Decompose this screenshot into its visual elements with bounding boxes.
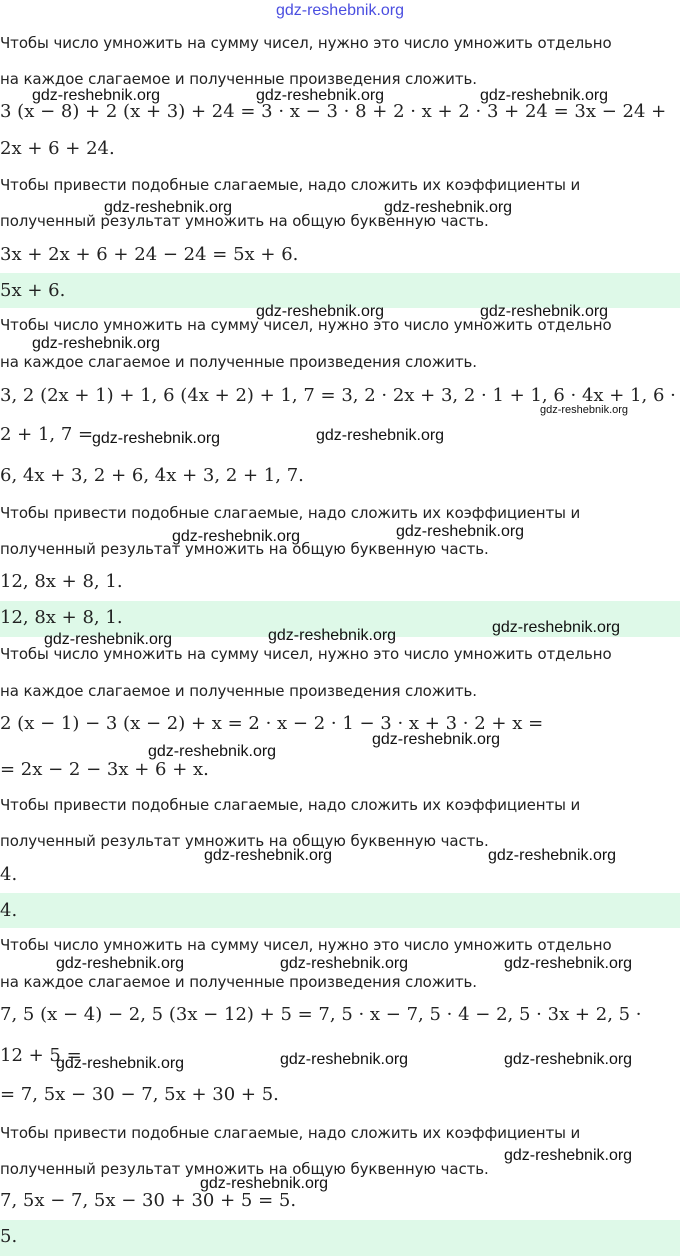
task1-expr1-line1: 3 (x − 8) + 2 (x + 3) + 24 = 3 · x − 3 · 8 + 2 · x + 2 · 3 + 24 = 3x − 24 + [0,101,667,122]
task3-rule2-line2: полученный результат умножить на общую буквенную часть. [0,832,489,850]
task3-rule2-line1: Чтобы привести подобные слагаемые, надо сложить их коэффициенты и [0,796,581,814]
task3-expr1-line2: = 2x − 2 − 3x + 6 + x. [0,759,209,780]
watermark: gdz-reshebnik.org [200,1175,329,1192]
task4-rule1-line1: Чтобы число умножить на сумму чисел, нужно это число умножить отдельно [0,936,612,954]
task3-rule1-line1: Чтобы число умножить на сумму чисел, нужно это число умножить отдельно [0,645,612,663]
watermark: gdz-reshebnik.org [504,1147,633,1164]
task3-answer-bar [0,893,680,928]
watermark: gdz-reshebnik.org [256,87,385,104]
task1-expr1-line2: 2x + 6 + 24. [0,138,115,159]
watermark: gdz-reshebnik.org [488,847,617,864]
watermark: gdz-reshebnik.org [480,87,609,104]
watermark: gdz-reshebnik.org [384,199,513,216]
watermark: gdz-reshebnik.org [268,627,397,644]
watermark: gdz-reshebnik.org [504,955,633,972]
task1-rule1-line2: на каждое слагаемое и полученные произведения сложить. [0,70,477,88]
task3-expr1-line1: 2 (x − 1) − 3 (x − 2) + x = 2 · x − 2 · 1 − 3 · x + 3 · 2 + x = [0,713,544,734]
watermark: gdz-reshebnik.org [396,523,525,540]
watermark: gdz-reshebnik.org [504,1051,633,1068]
watermark: gdz-reshebnik.org [32,335,161,352]
watermark: gdz-reshebnik.org [492,619,621,636]
task4-rule1-line2: на каждое слагаемое и полученные произведения сложить. [0,973,477,991]
task1-expr2: 3x + 2x + 6 + 24 − 24 = 5x + 6. [0,244,299,265]
watermark: gdz-reshebnik.org [172,528,301,545]
task4-expr1-line3: = 7, 5x − 30 − 7, 5x + 30 + 5. [0,1084,279,1105]
task1-rule2-line2: полученный результат умножить на общую буквенную часть. [0,212,489,230]
task4-expr1-line1: 7, 5 (x − 4) − 2, 5 (3x − 12) + 5 = 7, 5 · x − 7, 5 · 4 − 2, 5 · 3x + 2, 5 · [0,1004,642,1025]
task4-answer: 5. [0,1226,18,1247]
watermark: gdz-reshebnik.org [32,87,161,104]
task2-expr1-line3: 6, 4x + 3, 2 + 6, 4x + 3, 2 + 1, 7. [0,465,304,486]
task2-rule1-line1: Чтобы число умножить на сумму чисел, нужно это число умножить отдельно [0,316,612,334]
watermark-small: gdz-reshebnik.org [540,404,629,416]
task4-rule2-line2: полученный результат умножить на общую буквенную часть. [0,1160,489,1178]
task1-rule1-line1: Чтобы число умножить на сумму чисел, нужно это число умножить отдельно [0,34,612,52]
task2-rule1-line2: на каждое слагаемое и полученные произведения сложить. [0,353,477,371]
watermark: gdz-reshebnik.org [204,847,333,864]
watermark: gdz-reshebnik.org [256,303,385,320]
watermark: gdz-reshebnik.org [316,427,445,444]
watermark: gdz-reshebnik.org [104,199,233,216]
watermark: gdz-reshebnik.org [372,731,501,748]
watermark: gdz-reshebnik.org [480,303,609,320]
task3-expr2: 4. [0,864,18,885]
task4-answer-bar [0,1220,680,1256]
task2-expr1-line1: 3, 2 (2x + 1) + 1, 6 (4x + 2) + 1, 7 = 3, 2 · 2x + 3, 2 · 1 + 1, 6 · 4x + 1, 6 · [0,385,676,406]
watermark: gdz-reshebnik.org [92,430,221,447]
task4-rule2-line1: Чтобы привести подобные слагаемые, надо сложить их коэффициенты и [0,1124,581,1142]
task4-expr1-line2: 12 + 5 = [0,1045,82,1066]
task2-rule2-line1: Чтобы привести подобные слагаемые, надо сложить их коэффициенты и [0,504,581,522]
task2-expr1-line2: 2 + 1, 7 = [0,424,94,445]
watermark: gdz-reshebnik.org [56,955,185,972]
task1-rule2-line1: Чтобы привести подобные слагаемые, надо сложить их коэффициенты и [0,176,581,194]
watermark: gdz-reshebnik.org [44,631,173,648]
task2-expr2: 12, 8x + 8, 1. [0,571,123,592]
watermark: gdz-reshebnik.org [280,955,409,972]
task2-rule2-line2: полученный результат умножить на общую буквенную часть. [0,540,489,558]
site-watermark-top: gdz-reshebnik.org [275,2,405,19]
watermark: gdz-reshebnik.org [280,1051,409,1068]
task3-rule1-line2: на каждое слагаемое и полученные произведения сложить. [0,682,477,700]
task4-expr2: 7, 5x − 7, 5x − 30 + 30 + 5 = 5. [0,1190,297,1211]
task2-answer: 12, 8x + 8, 1. [0,607,123,628]
watermark: gdz-reshebnik.org [148,743,277,760]
task3-answer: 4. [0,900,18,921]
watermark: gdz-reshebnik.org [56,1055,185,1072]
task1-answer: 5x + 6. [0,280,66,301]
